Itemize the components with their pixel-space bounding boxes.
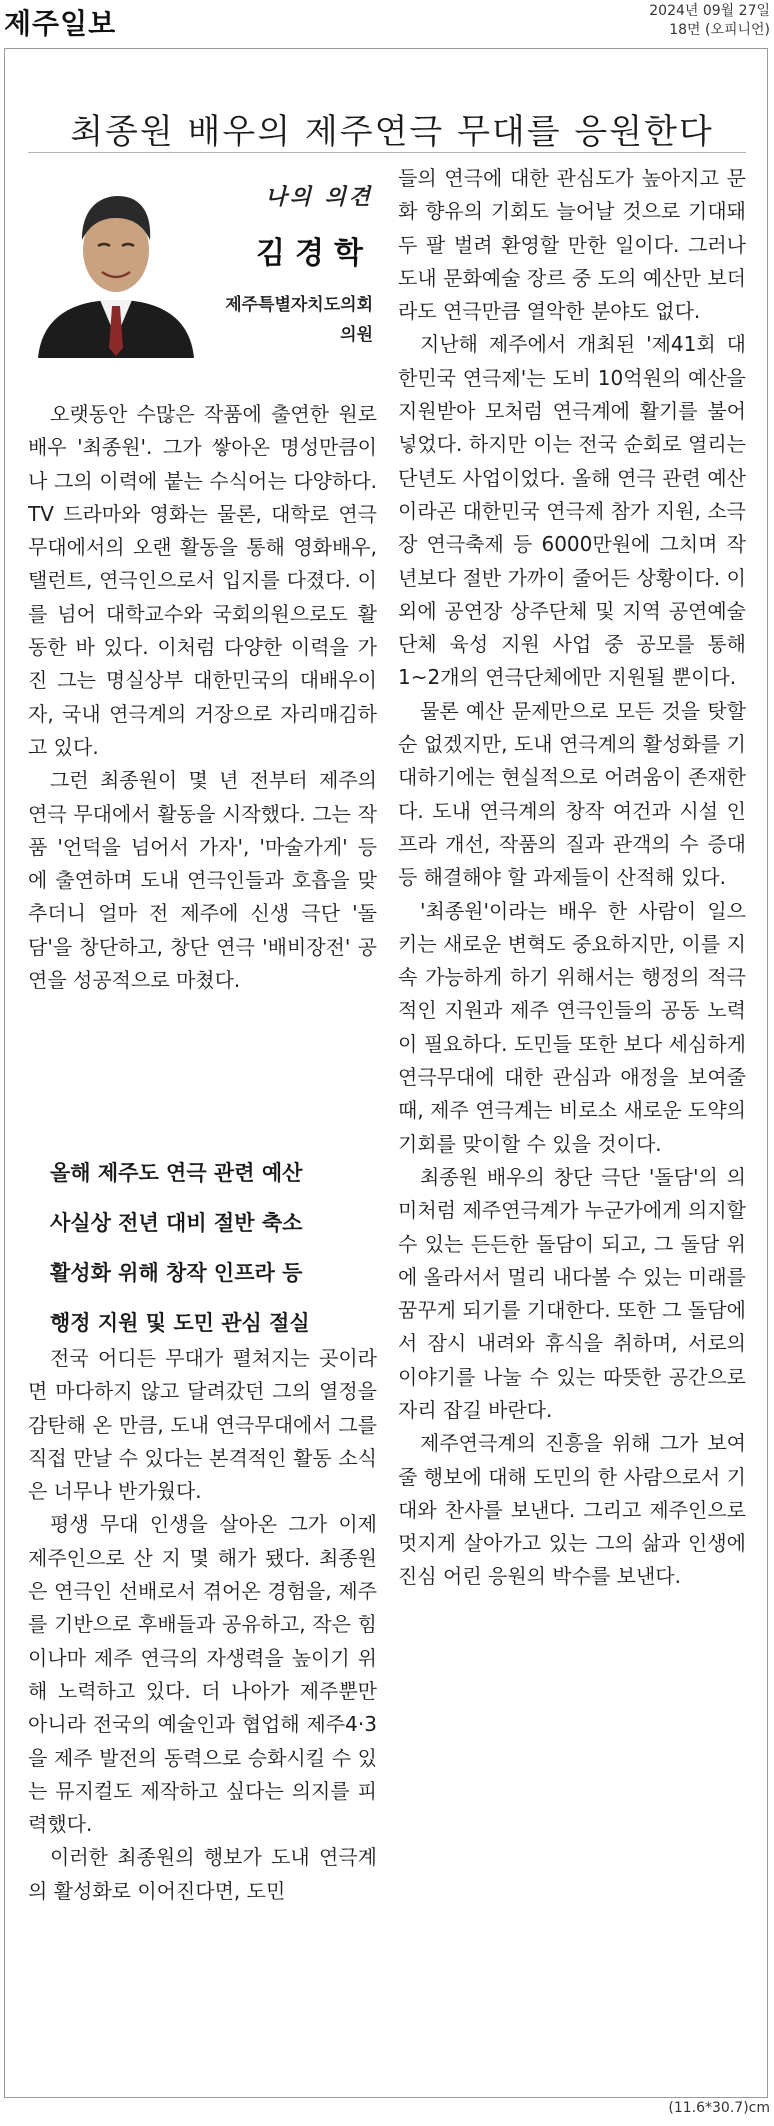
- subheadline-block: [28, 1148, 377, 1348]
- body-paragraph: 최종원 배우의 창단 극단 '돌담'의 의미처럼 제주연극계가 누군가에게 의지할 수 있는 든든한 돌담이 되고, 그 돌담 위에 올라서서 멀리 내다볼 수 있는 미래를 꿈꾸게 되기를 기대한다. 또한 그 돌담에서 잠시 내려와 휴식을 취하며, 서로의 이야기를 나눌 수 있는 따뜻한 공간으로 자리 잡길 바란다.: [398, 1164, 746, 1422]
- article-headline: 최종원 배우의 제주연극 무대를 응원한다: [70, 111, 714, 152]
- body-paragraph: 평생 무대 인생을 살아온 그가 이제 제주인으로 산 지 몇 해가 됐다. 최종원은 연극인 선배로서 겪어온 경험을, 제주를 기반으로 후배들과 공유하고, 작은 힘이나마 제주 연극의 자생력을 높이기 위해 노력하고 있다. 더 나아가 제주뿐만 아니라 전국의 예술인과 협업해 제주4·3을 제주 발전의 동력으로 승화시킬 수 있는 뮤지컬도 제작하고 싶다는 의지를 피력했다.: [28, 1512, 377, 1837]
- subheadline: 활성화 위해 창작 인프라 등: [50, 1261, 303, 1285]
- body-paragraph: 물론 예산 문제만으로 모든 것을 탓할 순 없겠지만, 도내 연극계의 활성화를 기대하기에는 현실적으로 어려움이 존재한다. 도내 연극계의 창작 여건과 시설 인프라 개선, 작품의 질과 관객의 수 증대 등 해결해야 할 과제들이 산적해 있다.: [398, 698, 746, 890]
- issue-meta: [649, 2, 770, 40]
- column-label: 나의 의견: [265, 185, 373, 210]
- subheadline: 사실상 전년 대비 절반 축소: [50, 1211, 303, 1235]
- right-column: [398, 162, 746, 1594]
- subheadline: 올해 제주도 연극 관련 예산: [50, 1161, 303, 1185]
- issue-section: 18면 (오피니언): [669, 22, 770, 38]
- body-paragraph: 그런 최종원이 몇 년 전부터 제주의 연극 무대에서 활동을 시작했다. 그는 작품 '언덕을 넘어서 가자', '마술가게' 등에 출연하며 도내 연극인들과 호흡을 맞추더니 얼마 전 제주에 신생 극단 '돌담'을 창단하고, 창단 연극 '배비장전' 공연을 성공적으로 마쳤다.: [28, 768, 377, 993]
- masthead: [0, 0, 774, 50]
- author-portrait-icon: [30, 188, 202, 358]
- body-paragraph: '최종원'이라는 배우 한 사람이 일으키는 새로운 변혁도 중요하지만, 이를 지속 가능하게 하기 위해서는 행정의 적극적인 지원과 제주 연극인들의 공동 노력이 필요하다. 도민들 또한 보다 세심하게 연극무대에 대한 관심과 애정을 보여줄 때, 제주 연극계는 비로소 새로운 도약의 기회를 맞이할 수 있을 것이다.: [398, 898, 746, 1156]
- body-paragraph: 지난해 제주에서 개최된 '제41회 대한민국 연극제'는 도비 10억원의 예산을 지원받아 모처럼 연극계에 활기를 불어넣었다. 하지만 이는 전국 순회로 열리는 단년도 사업이었다. 올해 연극 관련 예산이라곤 대한민국 연극제 참가 지원, 소극장 연극축제 등 6000만원에 그치며 작년보다 절반 가까이 줄어든 상황이다. 이 외에 공연장 상주단체 및 지역 공연예술단체 육성 지원 사업 중 공모를 통해 1~2개의 연극단체에만 지원될 뿐이다.: [398, 332, 746, 690]
- body-paragraph: 전국 어디든 무대가 펼쳐지는 곳이라면 마다하지 않고 달려갔던 그의 열정을 감탄해 온 만큼, 도내 연극무대에서 그를 직접 만날 수 있다는 본격적인 활동 소식은 너무나 반가웠다.: [28, 1346, 377, 1504]
- left-column-upper: [28, 398, 377, 997]
- body-paragraph: 들의 연극에 대한 관심도가 높아지고 문화 향유의 기회도 늘어날 것으로 기대돼 두 팔 벌려 환영할 만한 일이다. 그러나 도내 문화예술 장르 중 도의 예산만 보더라도 연극만큼 열악한 분야도 없다.: [398, 166, 746, 324]
- byline: [28, 170, 377, 380]
- author-position: 의원: [340, 325, 373, 345]
- headline-divider: [28, 152, 746, 153]
- issue-date: 2024년 09월 27일: [649, 3, 770, 19]
- author-affiliation: 제주특별자치도의회: [225, 295, 373, 315]
- left-column-lower: [28, 1342, 377, 1908]
- body-paragraph: 이러한 최종원의 행보가 도내 연극계의 활성화로 이어진다면, 도민: [28, 1845, 377, 1903]
- body-paragraph: 오랫동안 수많은 작품에 출연한 원로배우 '최종원'. 그가 쌓아온 명성만큼이나 그의 이력에 붙는 수식어는 다양하다. TV 드라마와 영화는 물론, 대학로 연극무대에서의 오랜 활동을 통해 영화배우, 탤런트, 연극인으로서 입지를 다졌다. 이를 넘어 대학교수와 국회의원으로도 활동한 바 있다. 이처럼 다양한 이력을 가진 그는 명실상부 대한민국의 대배우이자, 국내 연극계의 거장으로 자리매김하고 있다.: [28, 402, 377, 759]
- newspaper-logo: 제주일보: [4, 7, 117, 40]
- article-size-note: (11.6*30.7)cm: [668, 2100, 770, 2116]
- body-paragraph: 제주연극계의 진흥을 위해 그가 보여줄 행보에 대해 도민의 한 사람으로서 기대와 찬사를 보낸다. 그리고 제주인으로 멋지게 살아가고 있는 그의 삶과 인생에 진심 어린 응원의 박수를 보낸다.: [398, 1431, 746, 1589]
- subheadline: 행정 지원 및 도민 관심 절실: [50, 1311, 310, 1335]
- author-name: 김경학: [256, 236, 373, 271]
